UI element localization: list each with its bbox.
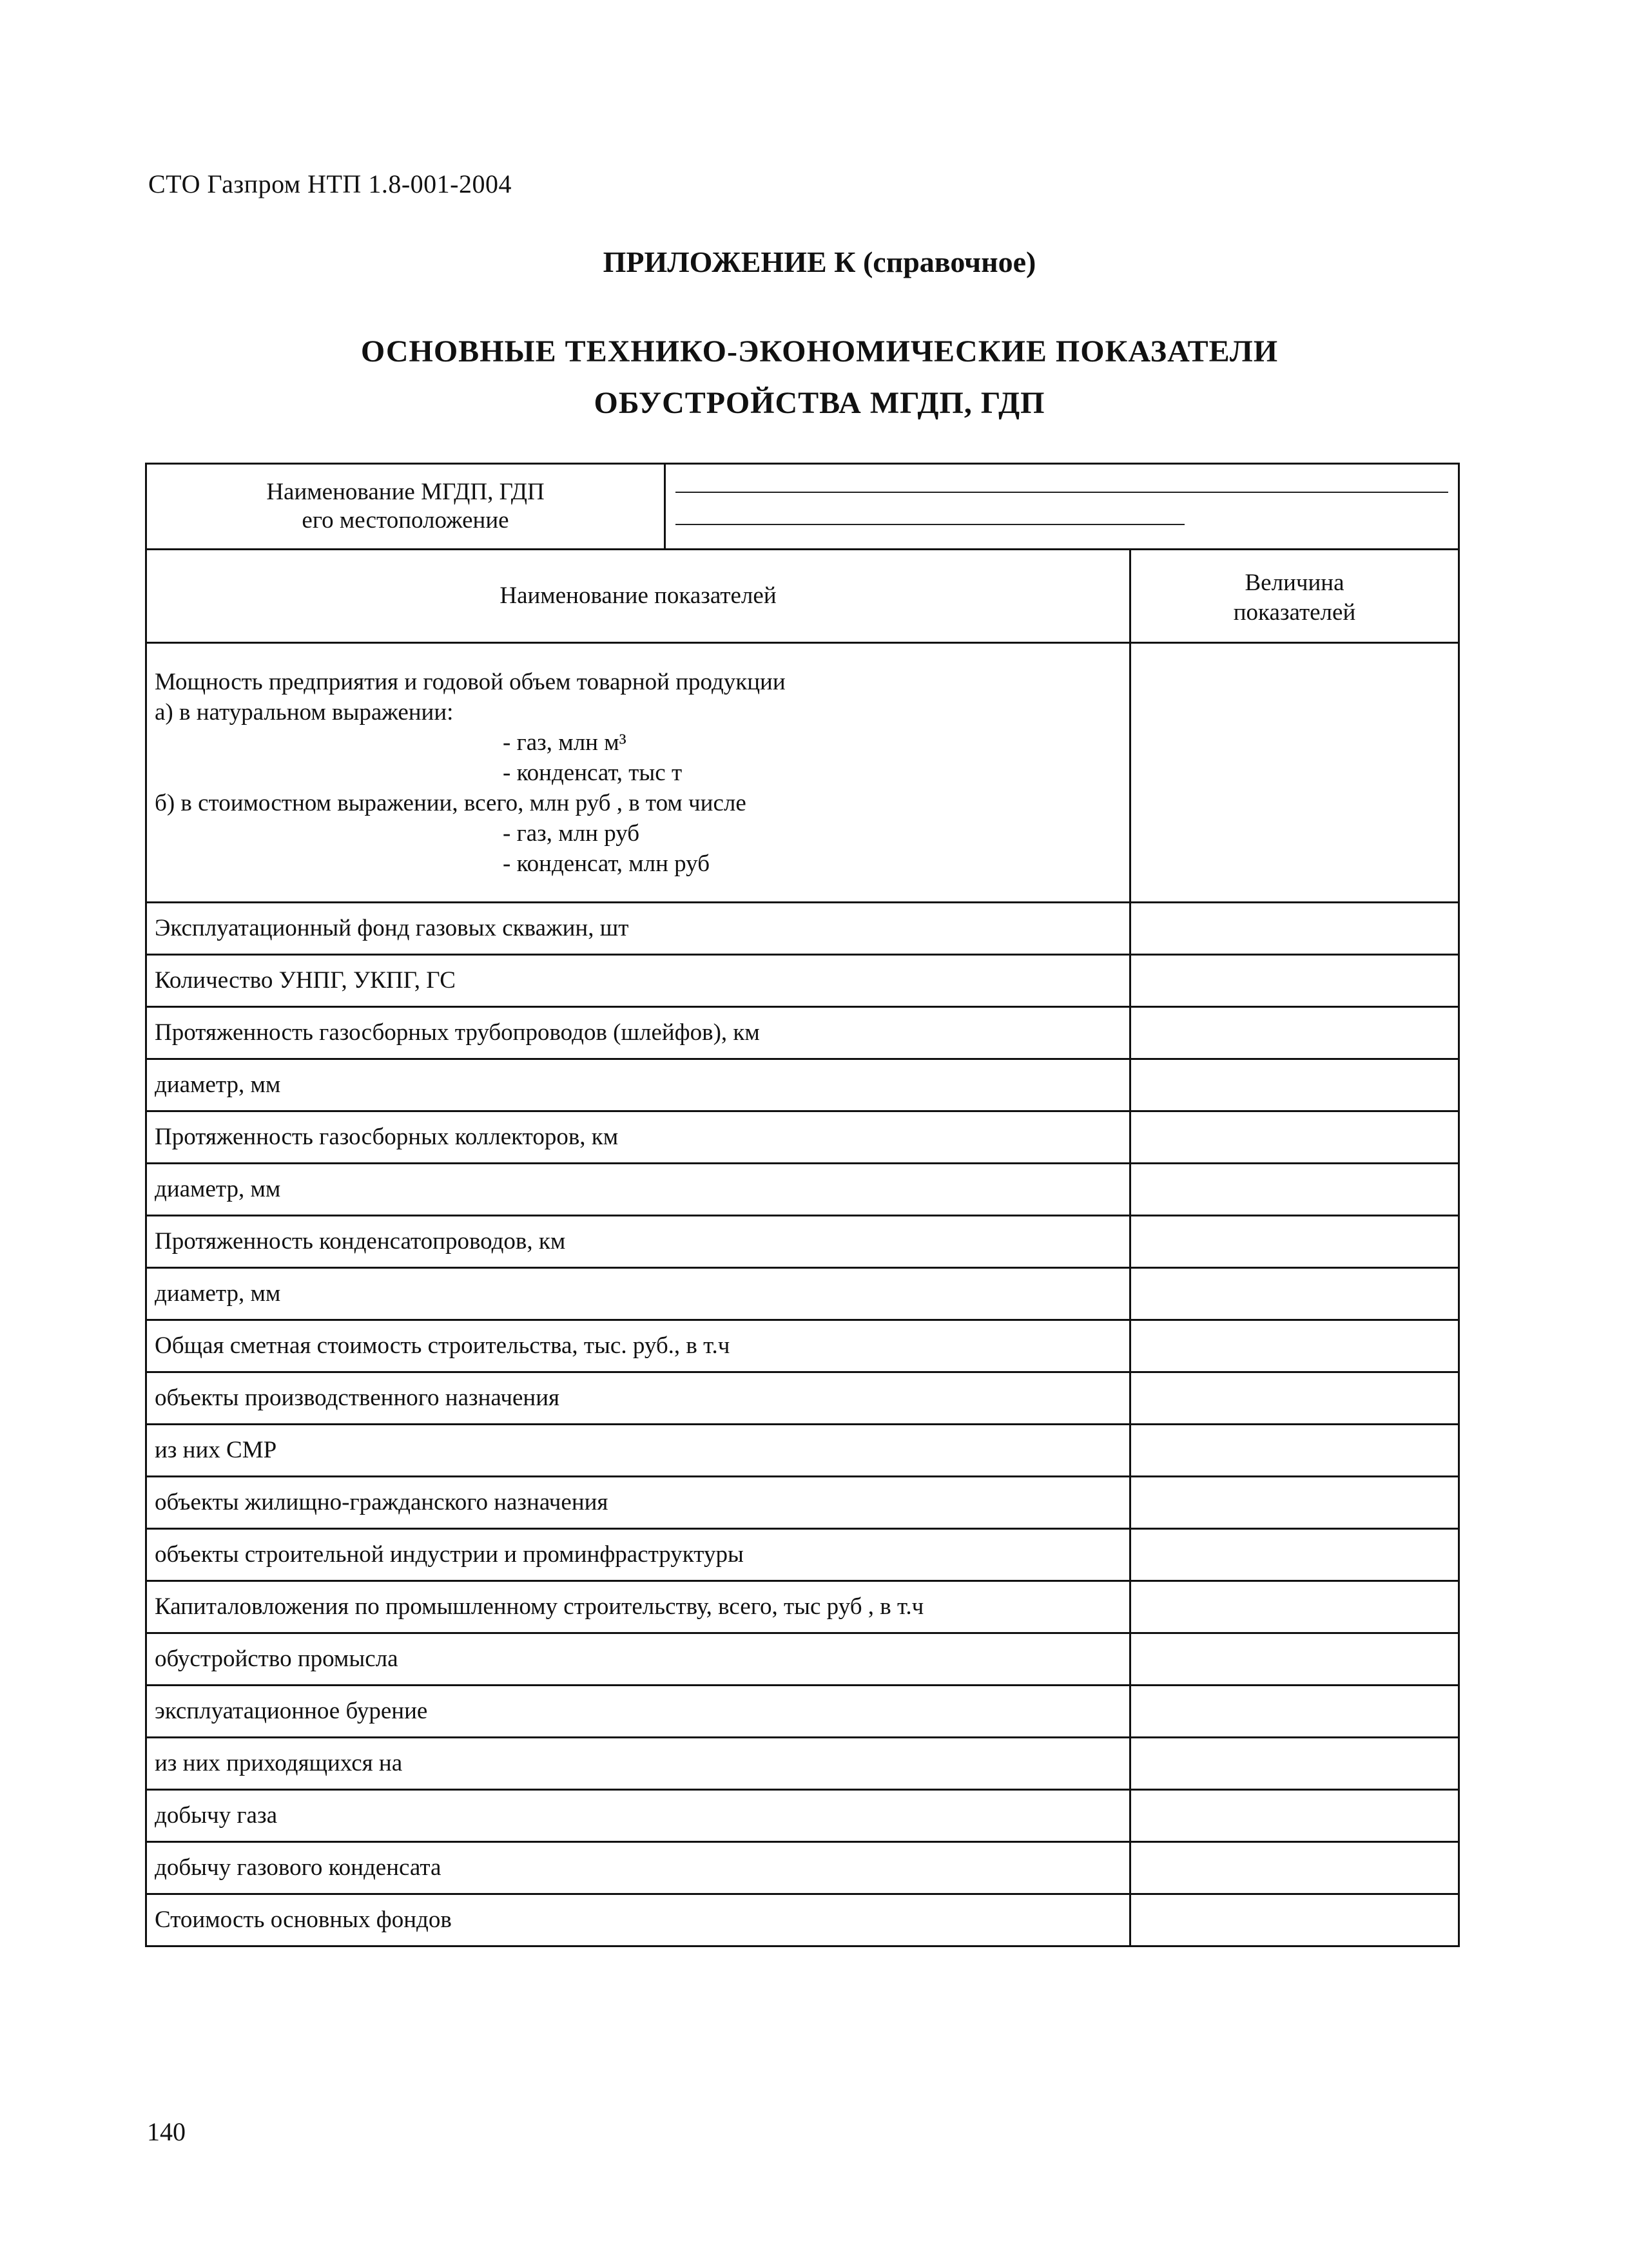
- table-row: [146, 1425, 1459, 1477]
- value-cell[interactable]: [1130, 1790, 1459, 1842]
- capacity-text: [146, 643, 1130, 903]
- value-cell[interactable]: [1130, 1738, 1459, 1790]
- value-cell[interactable]: [1130, 1477, 1459, 1529]
- value-cell[interactable]: [1130, 1007, 1459, 1059]
- table-row: [146, 1164, 1459, 1216]
- indicator-label: Эксплуатационный фонд газовых скважин, шт: [146, 903, 1130, 955]
- value-cell[interactable]: [1130, 1111, 1459, 1164]
- facility-name-label-line1: Наименование МГДП, ГДП: [266, 479, 545, 505]
- table-row: [146, 1320, 1459, 1372]
- indicator-label: Капиталовложения по промышленному строительству, всего, тыс руб , в т.ч: [146, 1581, 1130, 1633]
- table-row: [146, 1216, 1459, 1268]
- indicator-label: добычу газа: [146, 1790, 1130, 1842]
- capacity-line: а) в натуральном выражении:: [155, 698, 454, 726]
- table-row: [146, 1686, 1459, 1738]
- facility-name-field[interactable]: [665, 464, 1459, 550]
- table-header-row: [146, 550, 1459, 643]
- table-row: [146, 1059, 1459, 1111]
- value-cell[interactable]: [1130, 1633, 1459, 1686]
- value-cell[interactable]: [1130, 1581, 1459, 1633]
- table-row: [146, 1477, 1459, 1529]
- indicator-label: Количество УНПГ, УКПГ, ГС: [146, 955, 1130, 1007]
- facility-name-row: [146, 464, 1459, 550]
- table-row: [146, 1268, 1459, 1320]
- main-title-line2: ОБУСТРОЙСТВА МГДП, ГДП: [594, 386, 1045, 420]
- indicator-label: Протяженность газосборных коллекторов, км: [146, 1111, 1130, 1164]
- indicator-label: объекты строительной индустрии и проминфраструктуры: [146, 1529, 1130, 1581]
- table-row: [146, 955, 1459, 1007]
- document-code: СТО Газпром НТП 1.8-001-2004: [148, 169, 512, 198]
- table-row: [146, 1581, 1459, 1633]
- capacity-line: - конденсат, млн руб: [503, 850, 710, 877]
- table-row: [146, 1894, 1459, 1946]
- fill-line: [675, 524, 1185, 525]
- capacity-row: [146, 643, 1459, 903]
- value-cell[interactable]: [1130, 1372, 1459, 1425]
- value-cell[interactable]: [1130, 1216, 1459, 1268]
- indicator-label: диаметр, мм: [146, 1268, 1130, 1320]
- indicator-label: из них приходящихся на: [146, 1738, 1130, 1790]
- capacity-line: - газ, млн м³: [503, 729, 626, 756]
- capacity-line: - газ, млн руб: [503, 820, 640, 847]
- table-row: [146, 1633, 1459, 1686]
- table-row: [146, 1529, 1459, 1581]
- indicator-label: диаметр, мм: [146, 1059, 1130, 1111]
- indicator-label: диаметр, мм: [146, 1164, 1130, 1216]
- header-value: [1130, 550, 1459, 643]
- fill-line: [675, 492, 1448, 493]
- page-number: 140: [147, 2117, 186, 2146]
- header-indicators: Наименование показателей: [146, 550, 1130, 643]
- indicator-label: эксплуатационное бурение: [146, 1686, 1130, 1738]
- indicator-label: объекты жилищно-гражданского назначения: [146, 1477, 1130, 1529]
- facility-name-label: [146, 464, 665, 550]
- indicator-label: объекты производственного назначения: [146, 1372, 1130, 1425]
- table-row: [146, 1842, 1459, 1894]
- indicator-label: из них СМР: [146, 1425, 1130, 1477]
- table-row: [146, 1790, 1459, 1842]
- indicator-label: Общая сметная стоимость строительства, тыс. руб., в т.ч: [146, 1320, 1130, 1372]
- table-row: [146, 903, 1459, 955]
- value-cell[interactable]: [1130, 1268, 1459, 1320]
- indicator-label: обустройство промысла: [146, 1633, 1130, 1686]
- value-cell[interactable]: [1130, 955, 1459, 1007]
- value-cell[interactable]: [1130, 1425, 1459, 1477]
- capacity-line: - конденсат, тыс т: [503, 759, 683, 786]
- value-cell[interactable]: [1130, 1529, 1459, 1581]
- value-cell[interactable]: [1130, 643, 1459, 903]
- indicators-table: [145, 463, 1460, 1947]
- indicator-label: добычу газового конденсата: [146, 1842, 1130, 1894]
- facility-name-label-line2: его местоположение: [302, 507, 509, 533]
- indicator-label: Протяженность конденсатопроводов, км: [146, 1216, 1130, 1268]
- indicator-label: Стоимость основных фондов: [146, 1894, 1130, 1946]
- value-cell[interactable]: [1130, 1842, 1459, 1894]
- value-cell[interactable]: [1130, 1164, 1459, 1216]
- table-row: [146, 1111, 1459, 1164]
- value-cell[interactable]: [1130, 1686, 1459, 1738]
- capacity-line: б) в стоимостном выражении, всего, млн руб , в том числе: [155, 789, 746, 816]
- main-title-line1: ОСНОВНЫЕ ТЕХНИКО-ЭКОНОМИЧЕСКИЕ ПОКАЗАТЕЛИ: [360, 334, 1279, 369]
- value-cell[interactable]: [1130, 1059, 1459, 1111]
- capacity-line: Мощность предприятия и годовой объем товарной продукции: [155, 668, 786, 695]
- value-cell[interactable]: [1130, 1894, 1459, 1946]
- indicator-label: Протяженность газосборных трубопроводов (шлейфов), км: [146, 1007, 1130, 1059]
- header-value-line1: Величина: [1245, 570, 1344, 596]
- value-cell[interactable]: [1130, 1320, 1459, 1372]
- table-row: [146, 1738, 1459, 1790]
- header-value-line2: показателей: [1233, 599, 1356, 626]
- appendix-title: ПРИЛОЖЕНИЕ К (справочное): [603, 245, 1036, 278]
- value-cell[interactable]: [1130, 903, 1459, 955]
- table-row: [146, 1372, 1459, 1425]
- table-row: [146, 1007, 1459, 1059]
